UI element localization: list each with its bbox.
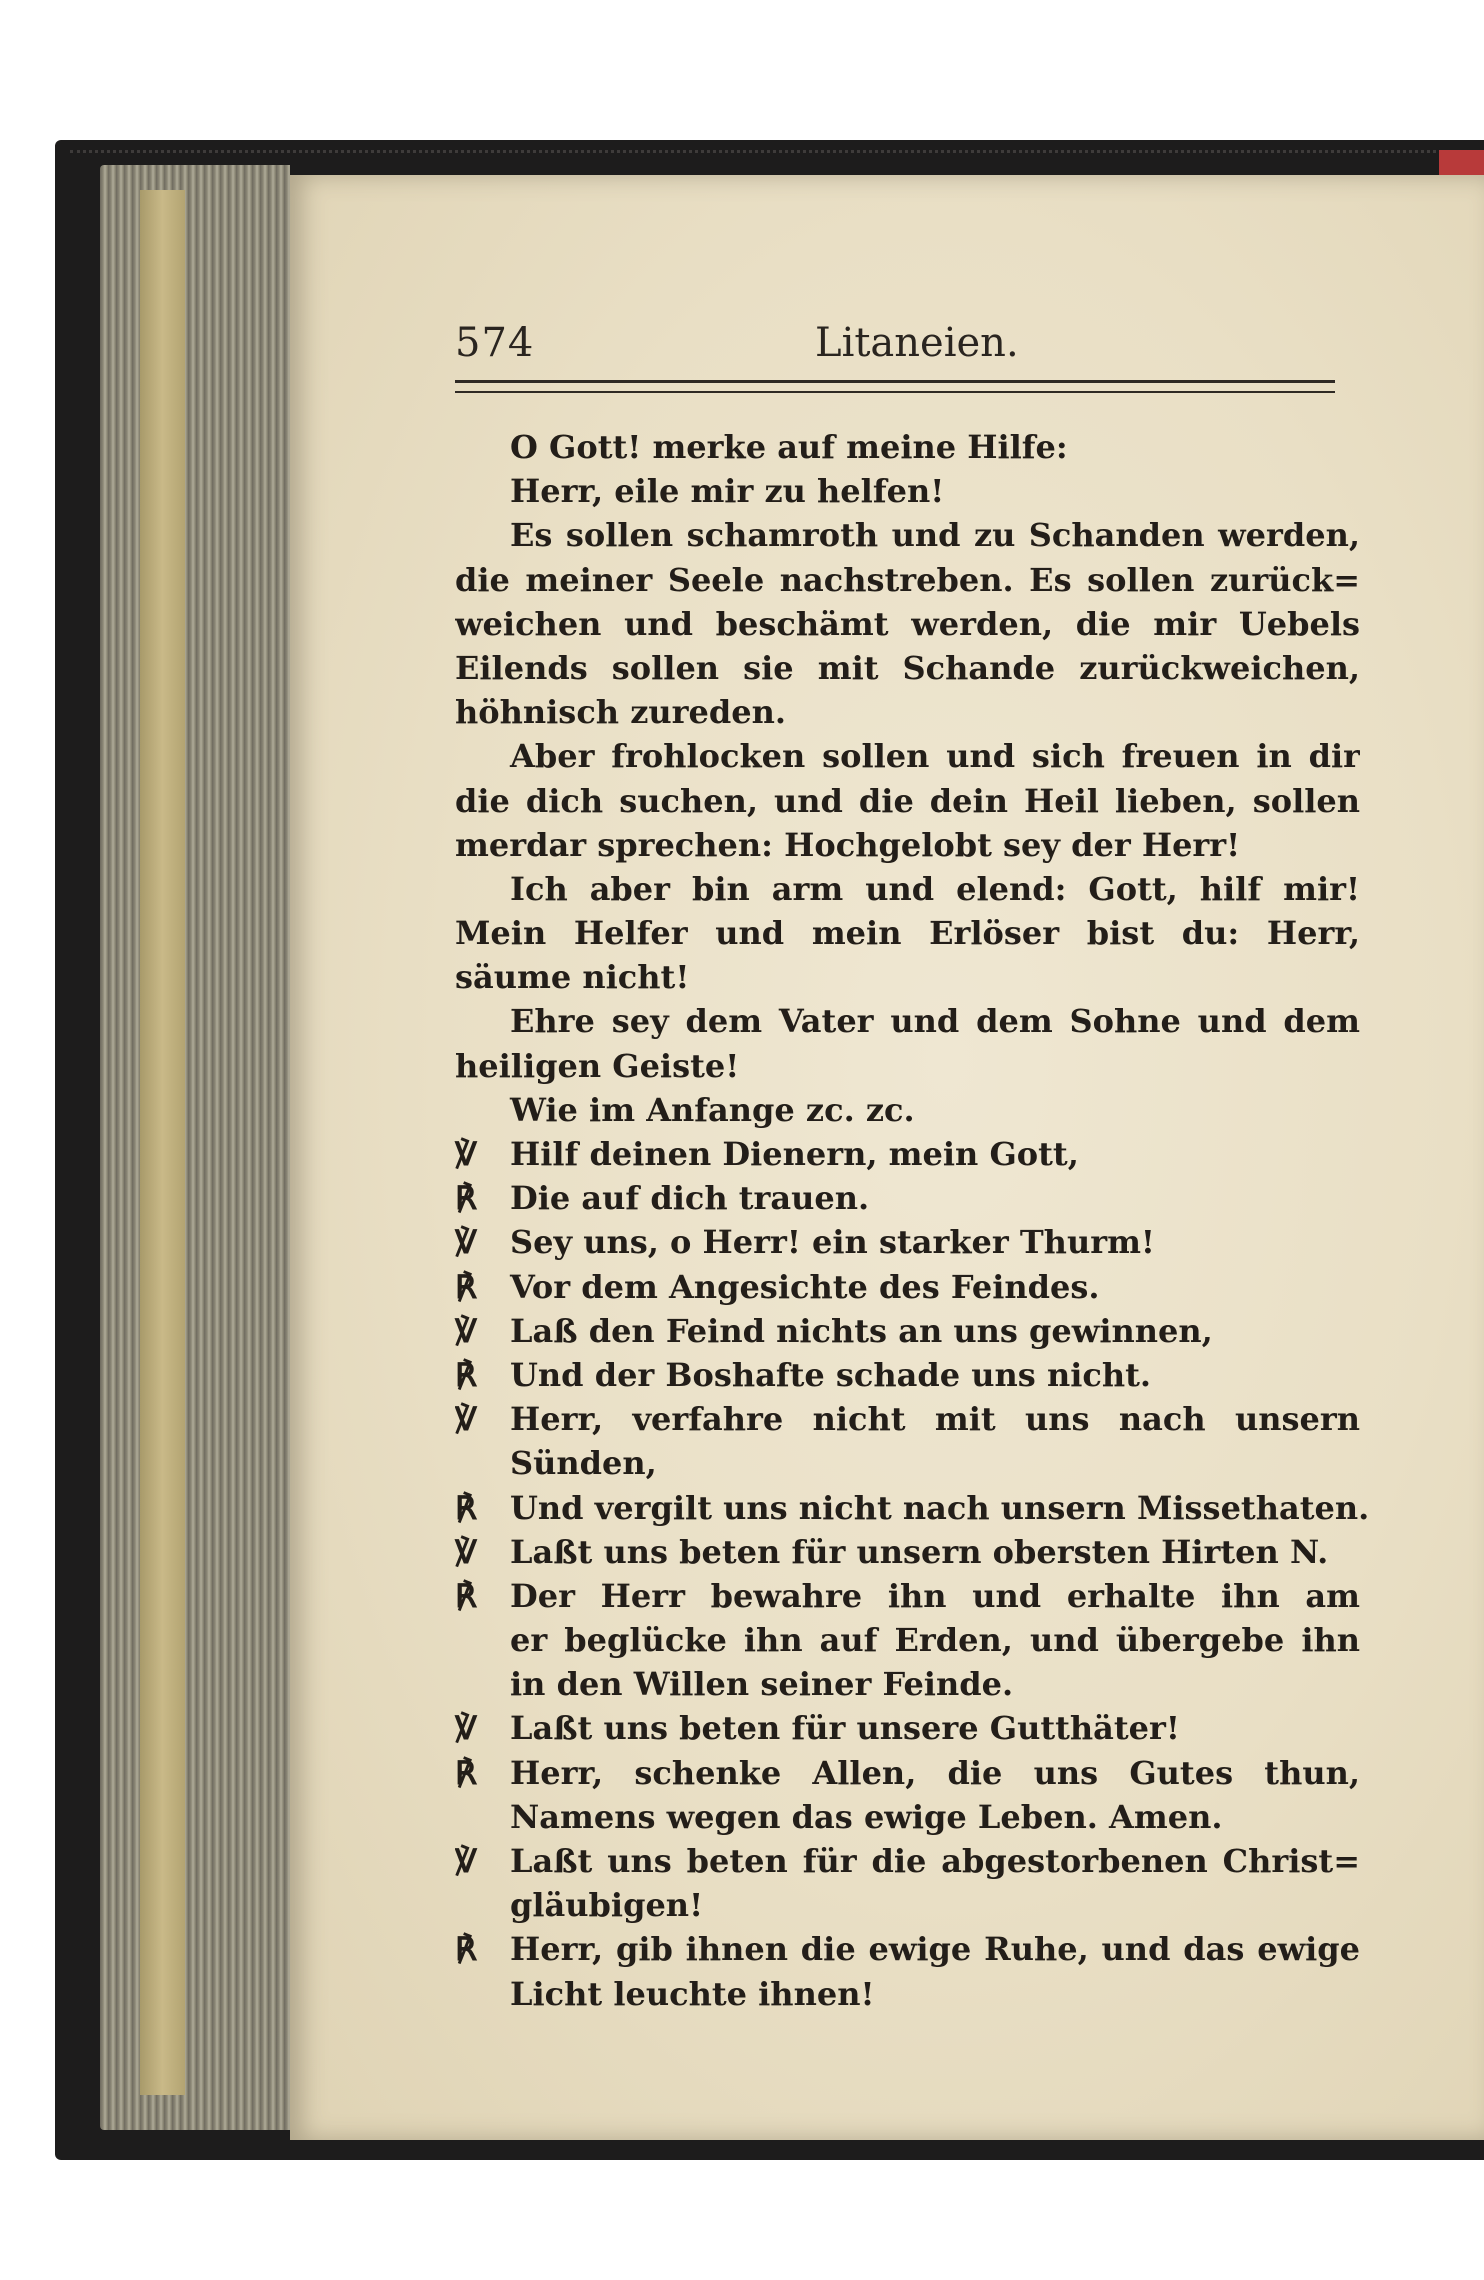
text-line: [455, 734, 1360, 778]
text-line: [455, 1441, 1360, 1485]
page-edges: [100, 165, 290, 2130]
line-text: Herr, eile mir zu helfen!: [510, 472, 945, 511]
text-line: [455, 646, 1360, 690]
line-text: die meiner Seele nachstreben. Es sollen zurück=: [455, 560, 1360, 599]
response-symbol: ℟: [455, 1930, 477, 1969]
response-line: [455, 1176, 1360, 1220]
running-head: Litaneien.: [815, 320, 1019, 366]
text-line: [455, 558, 1360, 602]
line-text: Laßt uns beten für unsere Gutthäter!: [510, 1709, 1180, 1748]
line-text: Sünden,: [510, 1444, 657, 1483]
line-text: Laßt uns beten für die abgestorbenen Christ=: [510, 1842, 1360, 1880]
response-line: [455, 1574, 1360, 1618]
text-line: [455, 1088, 1360, 1132]
line-text: Der Herr bewahre ihn und erhalte ihn am: [510, 1576, 1360, 1615]
line-text: Ehre sey dem Vater und dem Sohne und dem: [510, 1002, 1360, 1041]
line-text: merdar sprechen: Hochgelobt sey der Herr!: [455, 825, 1241, 864]
line-text: O Gott! merke auf meine Hilfe:: [510, 428, 1068, 466]
response-symbol: ℟: [455, 1488, 477, 1527]
line-text: Ich aber bin arm und elend: Gott, hilf mir!: [510, 869, 1360, 908]
response-line: [455, 1486, 1370, 1530]
line-text: Herr, verfahre nicht mit uns nach unsern: [510, 1400, 1360, 1439]
line-text: Und der Boshafte schade uns nicht.: [510, 1355, 1152, 1394]
line-text: Sey uns, o Herr! ein starker Thurm!: [510, 1223, 1155, 1262]
text-line: [455, 690, 1360, 734]
text-line: [455, 779, 1360, 823]
versicle-symbol: ℣: [455, 1311, 477, 1350]
text-line: [455, 425, 1360, 469]
page-header: [455, 320, 1335, 380]
versicle-symbol: ℣: [455, 1709, 477, 1748]
line-text: er beglücke ihn auf Erden, und übergebe ihn: [510, 1621, 1360, 1660]
response-symbol: ℟: [455, 1179, 477, 1218]
cover-stitching: [70, 150, 1484, 157]
response-symbol: ℟: [455, 1267, 477, 1306]
line-text: Namens wegen das ewige Leben. Amen.: [510, 1797, 1223, 1836]
text-line: [455, 513, 1360, 557]
gilt-edge: [140, 190, 185, 2095]
response-symbol: ℟: [455, 1753, 477, 1792]
line-text: in den Willen seiner Feinde.: [510, 1665, 1014, 1704]
line-text: Herr, gib ihnen die ewige Ruhe, und das ewige: [510, 1930, 1360, 1969]
response-line: [455, 1839, 1360, 1883]
line-text: Vor dem Angesichte des Feindes.: [510, 1267, 1100, 1306]
line-text: die dich suchen, und die dein Heil lieben, sollen: [455, 781, 1360, 820]
versicle-symbol: ℣: [455, 1400, 477, 1439]
text-line: [455, 1795, 1360, 1839]
response-symbol: ℟: [455, 1355, 477, 1394]
response-line: [455, 1927, 1360, 1971]
response-line: [455, 1220, 1360, 1264]
response-line: [455, 1397, 1360, 1441]
versicle-symbol: ℣: [455, 1532, 477, 1571]
line-text: höhnisch zureden.: [455, 693, 786, 732]
text-line: [455, 867, 1360, 911]
text-line: [455, 955, 1360, 999]
line-text: weichen und beschämt werden, die mir Uebels: [455, 604, 1360, 643]
versicle-symbol: ℣: [455, 1223, 477, 1262]
response-line: [455, 1706, 1360, 1750]
response-line: [455, 1353, 1360, 1397]
text-line: [455, 602, 1360, 646]
line-text: Herr, schenke Allen, die uns Gutes thun,: [510, 1753, 1360, 1792]
line-text: Laßt uns beten für unsern obersten Hirten N.: [510, 1532, 1329, 1571]
line-text: Aber frohlocken sollen und sich freuen in dir: [510, 737, 1360, 776]
line-text: säume nicht!: [455, 958, 690, 997]
text-line: [455, 823, 1360, 867]
response-line: [455, 1751, 1360, 1795]
page-number: 574: [455, 320, 535, 366]
line-text: gläubigen!: [510, 1886, 704, 1925]
text-line: [455, 1662, 1360, 1706]
line-text: Laß den Feind nichts an uns gewinnen,: [510, 1311, 1213, 1350]
line-text: Die auf dich trauen.: [510, 1179, 870, 1218]
line-text: Und vergilt uns nicht nach unsern Missethaten.: [510, 1488, 1370, 1527]
text-line: [455, 1044, 1360, 1088]
line-text: Hilf deinen Dienern, mein Gott,: [510, 1135, 1079, 1173]
response-line: [455, 1309, 1360, 1353]
line-text: Wie im Anfange zc. zc.: [510, 1090, 915, 1129]
versicle-symbol: ℣: [455, 1135, 477, 1173]
text-line: [455, 1972, 1360, 2016]
line-text: heiligen Geiste!: [455, 1046, 740, 1085]
line-text: Licht leuchte ihnen!: [510, 1974, 875, 2013]
line-text: Eilends sollen sie mit Schande zurückweichen,: [455, 648, 1360, 687]
response-line: [455, 1265, 1360, 1309]
line-text: Mein Helfer und mein Erlöser bist du: Herr,: [455, 914, 1360, 953]
text-line: [455, 1618, 1360, 1662]
text-line: [455, 911, 1360, 955]
header-rule: [455, 380, 1335, 393]
response-line: [455, 1132, 1360, 1176]
versicle-symbol: ℣: [455, 1842, 477, 1880]
line-text: Es sollen schamroth und zu Schanden werden,: [510, 516, 1360, 555]
text-line: [455, 999, 1360, 1043]
page-text: [455, 425, 1370, 2016]
text-line: [455, 1883, 1360, 1927]
text-line: [455, 469, 1360, 513]
response-line: [455, 1530, 1360, 1574]
response-symbol: ℟: [455, 1576, 477, 1615]
